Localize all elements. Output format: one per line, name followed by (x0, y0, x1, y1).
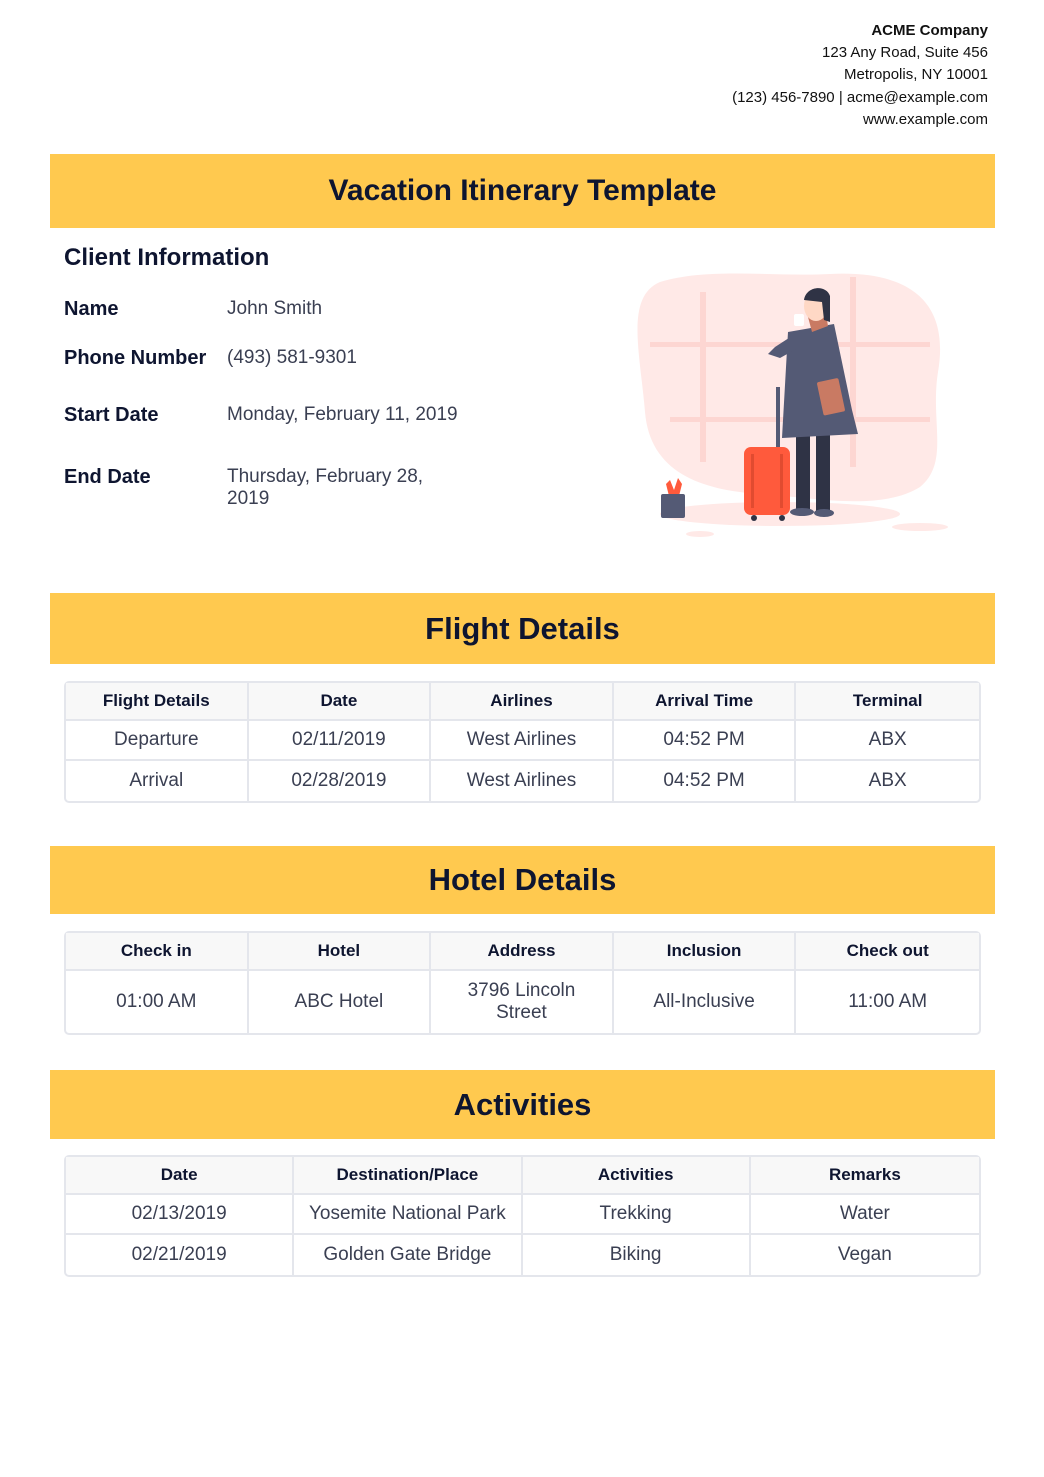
start-date-value: Monday, February 11, 2019 (227, 404, 458, 425)
company-address-line1: 123 Any Road, Suite 456 (822, 44, 988, 62)
table-row (66, 1195, 979, 1235)
client-info-heading: Client Information (64, 244, 270, 271)
hotel-details-heading: Hotel Details (428, 862, 617, 897)
column-header: Hotel (249, 933, 432, 971)
column-header: Check in (66, 933, 249, 971)
company-info (732, 20, 988, 131)
traveler-illustration (630, 262, 960, 542)
flight-details-heading: Flight Details (425, 610, 620, 646)
end-date-label: End Date (64, 466, 151, 488)
table-cell: West Airlines (431, 721, 614, 761)
table-cell: ABX (868, 770, 907, 791)
company-website[interactable]: www.example.com (862, 110, 988, 128)
column-header: Date (66, 1157, 294, 1195)
table-cell: West Airlines (431, 761, 614, 801)
activities-banner (50, 1070, 995, 1139)
table-cell: 3796 Lincoln Street (431, 971, 614, 1033)
table-cell: Departure (66, 721, 249, 761)
column-header: Inclusion (614, 933, 797, 971)
table-cell: Water (751, 1195, 979, 1235)
table-row (66, 721, 979, 761)
column-header: Terminal (796, 683, 979, 721)
table-cell: ABX (796, 721, 979, 761)
phone-label: Phone Number (64, 347, 207, 369)
table-cell: All-Inclusive (614, 971, 797, 1033)
table-cell: ABC Hotel (249, 971, 432, 1033)
table-cell: 02/21/2019 (66, 1235, 294, 1275)
company-address-line2: Metropolis, NY 10001 (844, 66, 988, 84)
table-header-row (66, 933, 979, 971)
document-title: Vacation Itinerary Template (328, 174, 717, 207)
activities-table (64, 1155, 981, 1277)
title-banner (50, 154, 995, 228)
table-cell: 02/28/2019 (249, 761, 432, 801)
column-header: Arrival Time (614, 683, 797, 721)
table-cell: 04:52 PM (614, 761, 797, 801)
table-cell: Yosemite National Park (294, 1195, 522, 1235)
plant-pot-icon (661, 478, 685, 518)
column-header: Address (431, 933, 614, 971)
column-header: Airlines (431, 683, 614, 721)
table-cell: 01:00 AM (66, 971, 249, 1033)
table-cell: Arrival (66, 761, 249, 801)
table-header-row (66, 683, 979, 721)
column-header: Activities (523, 1157, 751, 1195)
hotel-table (64, 931, 981, 1035)
flight-details-banner (50, 593, 995, 664)
company-contact: (123) 456-7890 | acme@example.com (732, 88, 988, 106)
column-header: Destination/Place (294, 1157, 522, 1195)
column-header: Check out (796, 933, 979, 971)
table-row (66, 971, 979, 1033)
table-cell: 02/11/2019 (249, 721, 432, 761)
activities-heading: Activities (453, 1086, 592, 1122)
table-row (66, 761, 979, 801)
hotel-details-banner (50, 846, 995, 914)
flight-table (64, 681, 981, 803)
table-cell: 02/13/2019 (66, 1195, 294, 1235)
end-date-value: Thursday, February 28, 2019 (227, 466, 424, 509)
table-cell: 11:00 AM (848, 991, 928, 1012)
name-value: John Smith (227, 298, 323, 319)
table-cell: Trekking (523, 1195, 751, 1235)
table-row (66, 1235, 979, 1275)
column-header: Remarks (751, 1157, 979, 1195)
column-header: Flight Details (66, 683, 249, 721)
table-cell: Golden Gate Bridge (294, 1235, 522, 1275)
table-cell: 04:52 PM (614, 721, 797, 761)
column-header: Date (249, 683, 432, 721)
table-header-row (66, 1157, 979, 1195)
phone-value: (493) 581-9301 (227, 347, 357, 368)
company-name: ACME Company (871, 22, 988, 39)
table-cell: Vegan (837, 1244, 892, 1265)
start-date-label: Start Date (64, 404, 159, 426)
table-cell: Biking (523, 1235, 751, 1275)
name-label: Name (64, 298, 119, 320)
